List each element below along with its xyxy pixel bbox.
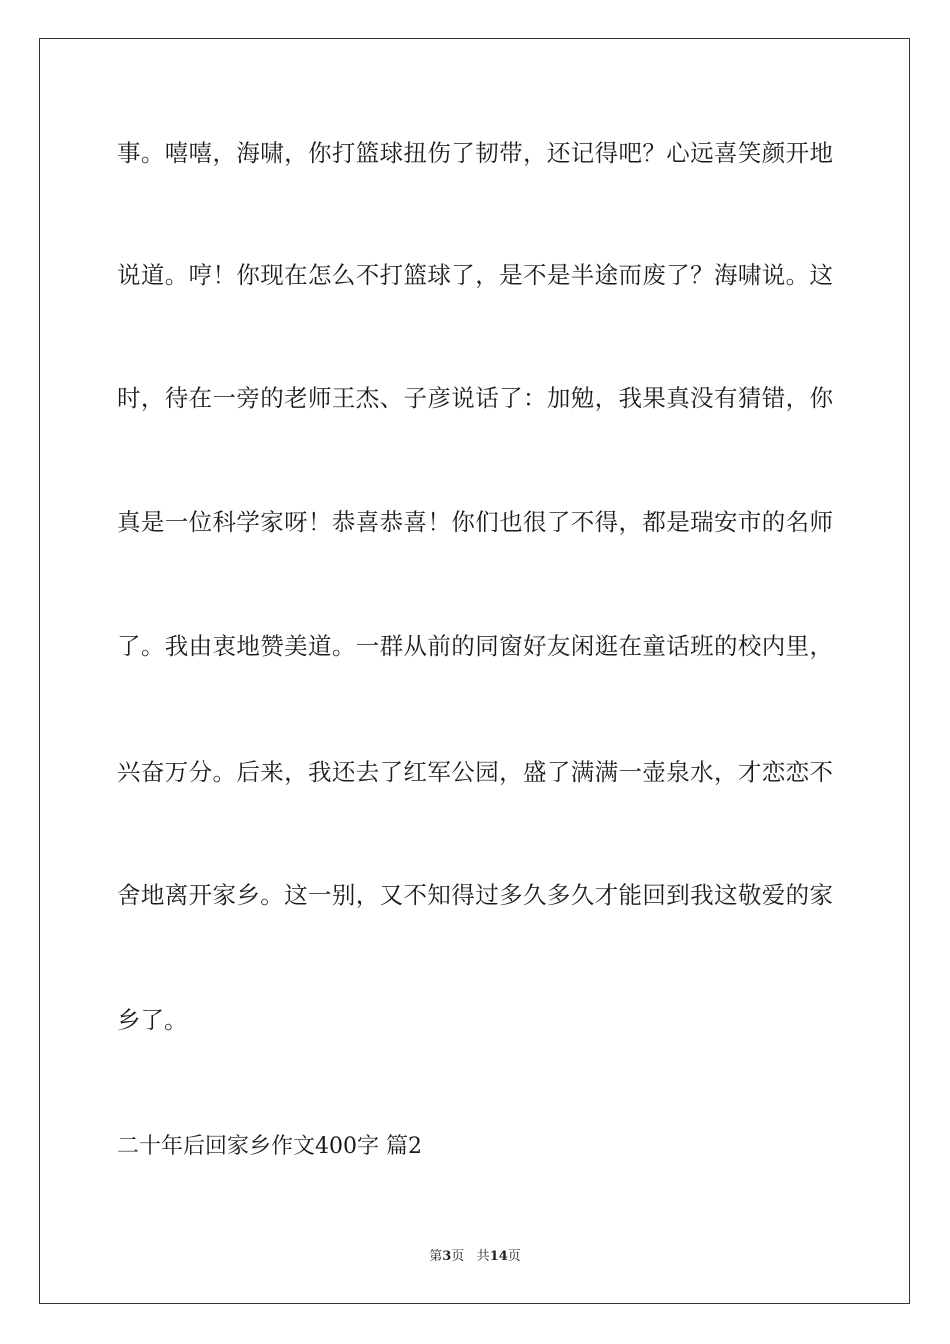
page-border: [39, 38, 910, 1304]
body-text-line-6: 兴奋万分。后来，我还去了红军公园，盛了满满一壶泉水，才恋恋不: [117, 758, 833, 786]
section-heading: 二十年后回家乡作文400字 篇2: [117, 1134, 422, 1159]
body-text-line-8: 乡了。: [117, 1006, 188, 1034]
total-label-suffix: 页: [507, 1249, 521, 1264]
body-text-line-3: 时，待在一旁的老师王杰、子彦说话了：加勉，我果真没有猜错，你: [117, 384, 833, 412]
page-label-suffix: 页: [451, 1249, 465, 1264]
body-text-line-5: 了。我由衷地赞美道。一群从前的同窗好友闲逛在童话班的校内里，: [117, 632, 833, 660]
body-text-line-4: 真是一位科学家呀！恭喜恭喜！你们也很了不得，都是瑞安市的名师: [117, 508, 833, 536]
page-number-current: 3: [442, 1249, 452, 1264]
body-text-line-2: 说道。哼！你现在怎么不打篮球了，是不是半途而废了？海啸说。这: [117, 261, 833, 289]
page-number-total: 14: [489, 1249, 508, 1264]
page-label-prefix: 第: [429, 1249, 443, 1264]
body-text-line-7: 舍地离开家乡。这一别，又不知得过多久多久才能回到我这敬爱的家: [117, 881, 833, 909]
body-text-line-1: 事。嘻嘻，海啸，你打篮球扭伤了韧带，还记得吧？心远喜笑颜开地: [117, 139, 833, 167]
total-label-prefix: 共: [476, 1249, 490, 1264]
page-footer: [0, 1248, 950, 1266]
